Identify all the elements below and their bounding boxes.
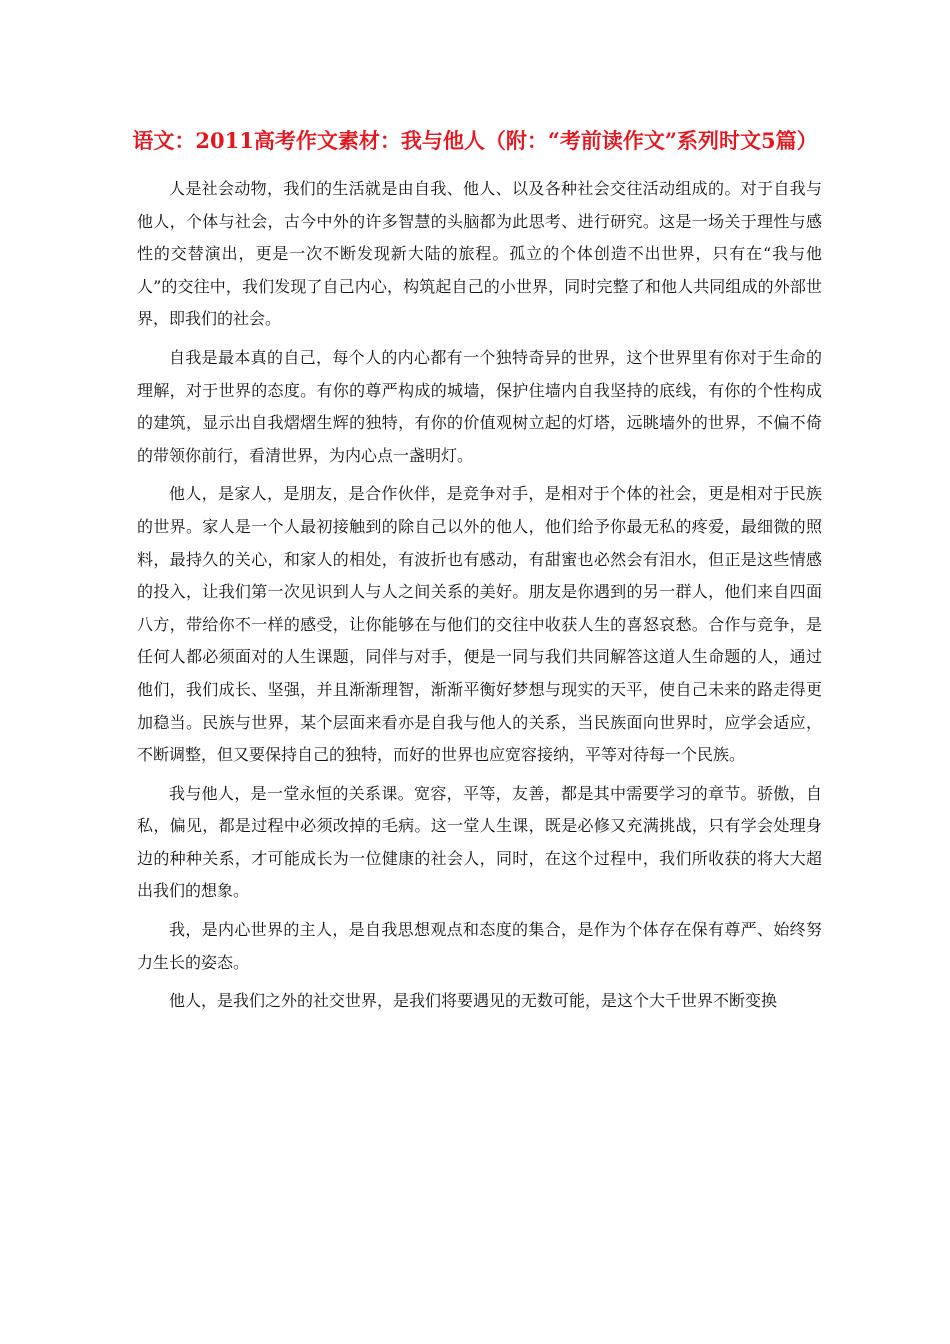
paragraph: 他人，是我们之外的社交世界，是我们将要遇见的无数可能，是这个大千世界不断变换 bbox=[169, 991, 778, 1011]
paragraph: 人是社会动物，我们的生活就是由自我、他人、以及各种社会交往活动组成的。对于自我与他人，个体与社会，古今中外的许多智慧的头脑都为此思考、进行研究。这是一场关于理性与感性的交替演出，更是一次不断发现新大陆的旅程。孤立的个体创造不出世界，只有在“我与他人”的交往中，我们发现了自己内心，构筑起自己的小世界，同时完整了和他人共同组成的外部世界，即我们的社会。 bbox=[137, 179, 822, 329]
document-body bbox=[137, 173, 822, 1024]
paragraph: 我与他人，是一堂永恒的关系课。宽容，平等，友善，都是其中需要学习的章节。骄傲，自私，偏见，都是过程中必须改掉的毛病。这一堂人生课，既是必修又充满挑战，只有学会处理身边的种种关系，才可能成长为一位健康的社会人，同时，在这个过程中，我们所收获的将大大超出我们的想象。 bbox=[137, 783, 822, 901]
paragraph: 自我是最本真的自己，每个人的内心都有一个独特奇异的世界，这个世界里有你对于生命的理解，对于世界的态度。有你的尊严构成的城墙，保护住墙内自我坚持的底线，有你的个性构成的建筑，显示出自我熠熠生辉的独特，有你的价值观树立起的灯塔，远眺墙外的世界，不偏不倚的带领你前行，看清世界，为内心点一盏明灯。 bbox=[137, 347, 822, 465]
document-title: 语文：2011高考作文素材：我与他人（附：“考前读作文”系列时文5篇） bbox=[132, 128, 818, 153]
paragraph: 他人，是家人，是朋友，是合作伙伴，是竞争对手，是相对于个体的社会，更是相对于民族的世界。家人是一个人最初接触到的除自己以外的他人，他们给予你最无私的疼爱，最细微的照料，最持久的关心，和家人的相处，有波折也有感动，有甜蜜也必然会有泪水，但正是这些情感的投入，让我们第一次见识到人与人之间关系的美好。朋友是你遇到的另一群人，他们来自四面八方，带给你不一样的感受，让你能够在与他们的交往中收获人生的喜怒哀愁。合作与竞争，是任何人都必须面对的人生课题，同伴与对手，便是一同与我们共同解答这道人生命题的人，通过他们，我们成长、坚强，并且渐渐理智，渐渐平衡好梦想与现实的天平，使自己未来的路走得更加稳当。民族与世界，某个层面来看亦是自我与他人的关系，当民族面向世界时，应学会适应，不断调整，但又要保持自己的独特，而好的世界也应宽容接纳，平等对待每一个民族。 bbox=[137, 484, 822, 765]
paragraph: 我，是内心世界的主人，是自我思想观点和态度的集合，是作为个体存在保有尊严、始终努力生长的姿态。 bbox=[137, 920, 822, 972]
